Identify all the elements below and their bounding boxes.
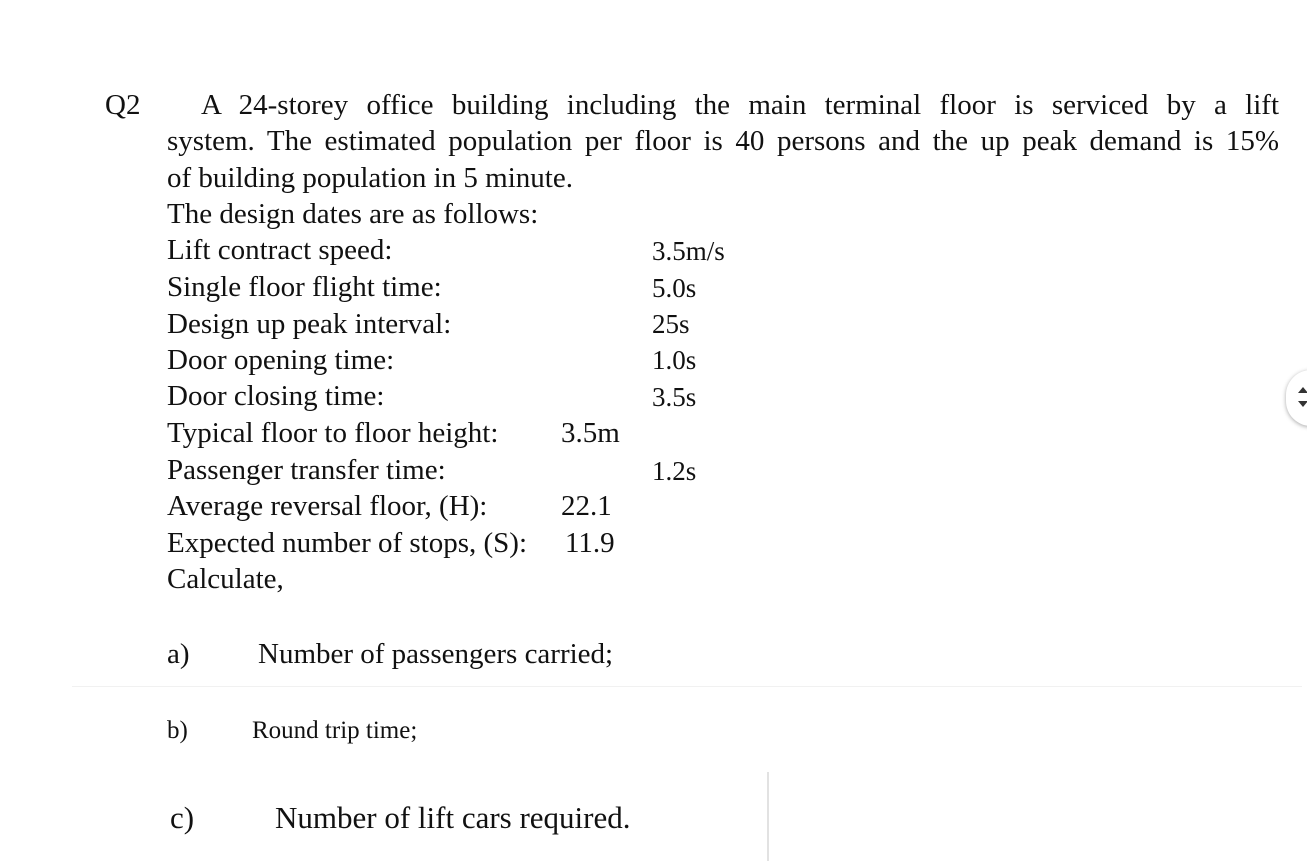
expected-stops-label: Expected number of stops, (S): bbox=[167, 527, 528, 559]
chevron-down-icon bbox=[1298, 401, 1307, 407]
part-a-letter: a) bbox=[167, 638, 190, 670]
transfer-time-label: Passenger transfer time: bbox=[167, 454, 446, 486]
part-c-letter: c) bbox=[170, 800, 195, 835]
flight-time-label: Single floor flight time: bbox=[167, 271, 442, 303]
intro-line-3: of building population in 5 minute. bbox=[167, 162, 573, 194]
part-b-letter: b) bbox=[167, 717, 188, 744]
lift-speed-label: Lift contract speed: bbox=[167, 234, 393, 266]
door-opening-label: Door opening time: bbox=[167, 344, 395, 376]
transfer-time-value: 1.2s bbox=[652, 456, 697, 486]
door-closing-value: 3.5s bbox=[652, 382, 697, 412]
design-heading: The design dates are as follows: bbox=[167, 198, 539, 230]
section-divider bbox=[72, 686, 1302, 687]
flight-time-value: 5.0s bbox=[652, 273, 697, 303]
door-opening-value: 1.0s bbox=[652, 345, 697, 375]
door-closing-label: Door closing time: bbox=[167, 380, 385, 412]
intro-line-2: system. The estimated population per floor is 40 persons and the up peak demand is 15% bbox=[167, 125, 1279, 157]
lift-speed-value: 3.5m/s bbox=[652, 236, 725, 266]
expected-stops-value: 11.9 bbox=[565, 527, 615, 559]
question-number: Q2 bbox=[105, 89, 141, 121]
intro-line-1: A 24-storey office building including the main terminal floor is serviced by a lift bbox=[201, 89, 1279, 121]
peak-interval-value: 25s bbox=[652, 309, 690, 339]
floor-height-value: 3.5m bbox=[561, 417, 620, 449]
page-edge-line bbox=[767, 772, 769, 861]
side-panel-toggle[interactable] bbox=[1286, 370, 1307, 426]
floor-height-label: Typical floor to floor height: bbox=[167, 417, 499, 449]
part-b-text: Round trip time; bbox=[252, 717, 418, 744]
reversal-floor-label: Average reversal floor, (H): bbox=[167, 490, 488, 522]
part-a-text: Number of passengers carried; bbox=[258, 638, 614, 670]
reversal-floor-value: 22.1 bbox=[561, 490, 612, 522]
calculate-label: Calculate, bbox=[167, 563, 284, 595]
peak-interval-label: Design up peak interval: bbox=[167, 308, 452, 340]
part-c-text: Number of lift cars required. bbox=[275, 800, 631, 835]
chevron-up-icon bbox=[1298, 387, 1307, 393]
